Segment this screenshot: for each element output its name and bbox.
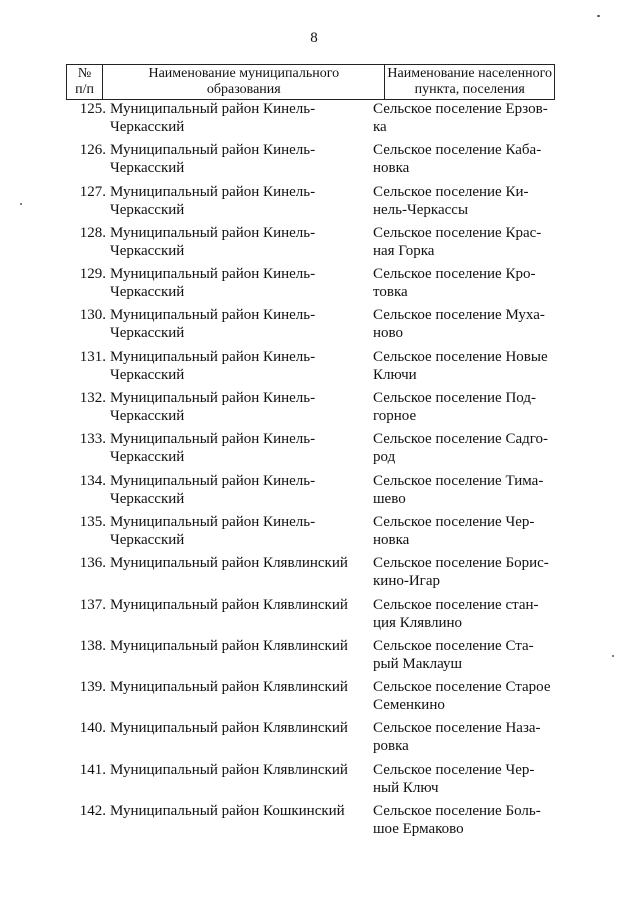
settlement-cell bbox=[373, 224, 563, 265]
settlement-cell bbox=[373, 472, 563, 513]
settlement-line: кино-Игар bbox=[373, 573, 440, 590]
row-number: 127. bbox=[79, 183, 106, 200]
settlement-cell bbox=[373, 513, 563, 554]
municipality-line: Муниципальный район Кинель- bbox=[110, 307, 316, 324]
municipality-cell bbox=[110, 472, 369, 513]
settlement-line: Сельское поселение Старое bbox=[373, 679, 551, 696]
municipality-line: Муниципальный район Кинель- bbox=[110, 266, 316, 283]
settlement-cell bbox=[373, 389, 563, 430]
municipality-line: Муниципальный район Кинель- bbox=[110, 183, 316, 200]
settlement-cell bbox=[373, 306, 563, 347]
table-row bbox=[66, 761, 566, 802]
settlement-line: шое Ермаково bbox=[373, 821, 464, 838]
header-number-cell bbox=[67, 65, 103, 99]
settlement-line: Сельское поселение Наза- bbox=[373, 720, 541, 737]
header-settlement-line: Наименование населенного bbox=[387, 66, 552, 81]
settlement-line: товка bbox=[373, 284, 408, 301]
table-row bbox=[66, 100, 566, 141]
row-number: 142. bbox=[79, 803, 106, 820]
settlement-cell bbox=[373, 265, 563, 306]
settlement-line: ка bbox=[373, 119, 387, 135]
page-number: 8 bbox=[310, 30, 318, 46]
row-number: 132. bbox=[79, 390, 106, 407]
table-row bbox=[66, 389, 566, 430]
municipality-cell bbox=[110, 430, 369, 471]
header-municipality-line: Наименование муниципального bbox=[148, 66, 340, 81]
municipality-line: Черкасский bbox=[110, 201, 185, 218]
settlement-line: Сельское поселение Ерзов- bbox=[373, 101, 548, 117]
header-number-line: № bbox=[77, 66, 92, 81]
row-number: 134. bbox=[79, 472, 106, 489]
settlement-line: Сельское поселение Под- bbox=[373, 390, 536, 407]
municipality-line: Муниципальный район Клявлинский bbox=[110, 679, 348, 696]
municipality-cell bbox=[110, 348, 369, 389]
row-number: 129. bbox=[79, 266, 106, 283]
municipality-line: Черкасский bbox=[110, 490, 185, 507]
municipality-line: Черкасский bbox=[110, 242, 185, 259]
municipality-line: Черкасский bbox=[110, 408, 185, 425]
table-body bbox=[66, 100, 566, 843]
settlement-line: Сельское поселение Боль- bbox=[373, 803, 541, 820]
municipality-cell bbox=[110, 719, 369, 760]
municipality-line: Черкасский bbox=[110, 160, 185, 177]
settlement-line: ная Горка bbox=[373, 242, 435, 259]
settlement-line: Сельское поселение Борис- bbox=[373, 555, 549, 572]
row-number: 137. bbox=[79, 596, 106, 613]
row-number: 138. bbox=[79, 637, 106, 654]
settlement-line: Сельское поселение Тима- bbox=[373, 472, 544, 489]
settlement-line: новка bbox=[373, 160, 410, 177]
municipality-cell bbox=[110, 802, 369, 843]
settlement-line: Сельское поселение Чер- bbox=[373, 761, 535, 778]
settlement-line: Сельское поселение Новые bbox=[373, 348, 548, 365]
row-number: 126. bbox=[79, 142, 106, 159]
row-number: 140. bbox=[79, 720, 106, 737]
table-row bbox=[66, 224, 566, 265]
municipality-line: Муниципальный район Кинель- bbox=[110, 431, 316, 448]
settlement-line: рый Маклауш bbox=[373, 655, 463, 672]
header-settlement-cell bbox=[385, 65, 554, 99]
settlement-line: Семенкино bbox=[373, 697, 445, 714]
row-number: 133. bbox=[79, 431, 106, 448]
row-number: 141. bbox=[79, 761, 106, 778]
municipality-cell bbox=[110, 637, 369, 678]
table-row bbox=[66, 430, 566, 471]
settlement-line: ровка bbox=[373, 738, 409, 755]
municipality-line: Черкасский bbox=[110, 119, 185, 135]
scan-mark bbox=[20, 203, 22, 205]
municipality-cell bbox=[110, 678, 369, 719]
table-row bbox=[66, 348, 566, 389]
municipality-line: Муниципальный район Кинель- bbox=[110, 513, 316, 530]
settlement-cell bbox=[373, 678, 563, 719]
table-row bbox=[66, 265, 566, 306]
settlement-line: ново bbox=[373, 325, 404, 342]
municipality-cell bbox=[110, 554, 369, 595]
table-row bbox=[66, 472, 566, 513]
scan-mark bbox=[597, 15, 600, 17]
header-municipality-line: образования bbox=[206, 82, 281, 97]
table-row bbox=[66, 637, 566, 678]
municipality-cell bbox=[110, 761, 369, 802]
table-row bbox=[66, 678, 566, 719]
settlement-line: Сельское поселение Чер- bbox=[373, 513, 535, 530]
municipality-line: Муниципальный район Кинель- bbox=[110, 142, 316, 159]
table-row bbox=[66, 596, 566, 637]
settlement-cell bbox=[373, 554, 563, 595]
municipality-line: Черкасский bbox=[110, 531, 185, 548]
table-row bbox=[66, 513, 566, 554]
municipality-cell bbox=[110, 513, 369, 554]
municipality-cell bbox=[110, 389, 369, 430]
settlement-cell bbox=[373, 183, 563, 224]
settlement-line: Сельское поселение Кро- bbox=[373, 266, 536, 283]
header-settlement-line: пункта, поселения bbox=[414, 82, 525, 97]
municipality-line: Муниципальный район Кинель- bbox=[110, 348, 316, 365]
municipality-cell bbox=[110, 265, 369, 306]
settlement-line: ный Ключ bbox=[373, 779, 439, 796]
settlement-line: новка bbox=[373, 531, 410, 548]
header-municipality-cell bbox=[103, 65, 385, 99]
settlement-line: Сельское поселение Ки- bbox=[373, 183, 529, 200]
settlement-line: Ключи bbox=[373, 366, 417, 383]
settlement-cell bbox=[373, 348, 563, 389]
settlement-cell bbox=[373, 802, 563, 843]
scan-mark bbox=[612, 655, 614, 657]
settlement-cell bbox=[373, 637, 563, 678]
row-number: 136. bbox=[79, 555, 106, 572]
settlement-line: Сельское поселение стан- bbox=[373, 596, 539, 613]
settlement-line: ция Клявлино bbox=[373, 614, 463, 631]
settlement-cell bbox=[373, 719, 563, 760]
table-row bbox=[66, 141, 566, 182]
row-number: 139. bbox=[79, 679, 106, 696]
settlement-cell bbox=[373, 141, 563, 182]
table-row bbox=[66, 554, 566, 595]
municipality-cell bbox=[110, 100, 369, 141]
settlement-line: Сельское поселение Муха- bbox=[373, 307, 545, 324]
settlement-line: Сельское поселение Крас- bbox=[373, 224, 542, 241]
municipality-line: Муниципальный район Кинель- bbox=[110, 224, 316, 241]
municipality-cell bbox=[110, 306, 369, 347]
row-number: 131. bbox=[79, 348, 106, 365]
municipality-line: Муниципальный район Клявлинский bbox=[110, 761, 348, 778]
municipality-cell bbox=[110, 183, 369, 224]
municipality-line: Муниципальный район Клявлинский bbox=[110, 720, 348, 737]
row-number: 128. bbox=[79, 224, 106, 241]
municipality-line: Черкасский bbox=[110, 284, 185, 301]
table-row bbox=[66, 306, 566, 347]
municipality-line: Муниципальный район Клявлинский bbox=[110, 596, 348, 613]
municipality-cell bbox=[110, 224, 369, 265]
settlement-cell bbox=[373, 430, 563, 471]
settlement-cell bbox=[373, 761, 563, 802]
municipality-line: Муниципальный район Клявлинский bbox=[110, 637, 348, 654]
settlement-line: шево bbox=[373, 490, 406, 507]
row-number: 125. bbox=[79, 101, 106, 117]
municipality-line: Муниципальный район Кинель- bbox=[110, 472, 316, 489]
municipality-cell bbox=[110, 596, 369, 637]
municipality-line: Муниципальный район Кинель- bbox=[110, 101, 316, 117]
municipality-cell bbox=[110, 141, 369, 182]
settlement-line: Сельское поселение Садго- bbox=[373, 431, 549, 448]
municipality-line: Муниципальный район Кошкинский bbox=[110, 803, 345, 820]
settlement-cell bbox=[373, 100, 563, 141]
settlement-line: Сельское поселение Ста- bbox=[373, 637, 534, 654]
row-number: 135. bbox=[79, 513, 106, 530]
table-row bbox=[66, 183, 566, 224]
municipality-line: Черкасский bbox=[110, 449, 185, 466]
municipality-line: Муниципальный район Клявлинский bbox=[110, 555, 348, 572]
table-row bbox=[66, 719, 566, 760]
settlement-line: род bbox=[373, 449, 396, 466]
municipality-line: Муниципальный район Кинель- bbox=[110, 390, 316, 407]
header-number-line: п/п bbox=[75, 82, 95, 97]
municipality-line: Черкасский bbox=[110, 325, 185, 342]
municipality-line: Черкасский bbox=[110, 366, 185, 383]
table-row bbox=[66, 802, 566, 843]
row-number: 130. bbox=[79, 307, 106, 324]
settlement-line: Сельское поселение Каба- bbox=[373, 142, 542, 159]
settlement-line: горное bbox=[373, 408, 417, 425]
settlement-cell bbox=[373, 596, 563, 637]
table-header bbox=[66, 64, 555, 100]
settlement-line: нель-Черкассы bbox=[373, 201, 469, 218]
